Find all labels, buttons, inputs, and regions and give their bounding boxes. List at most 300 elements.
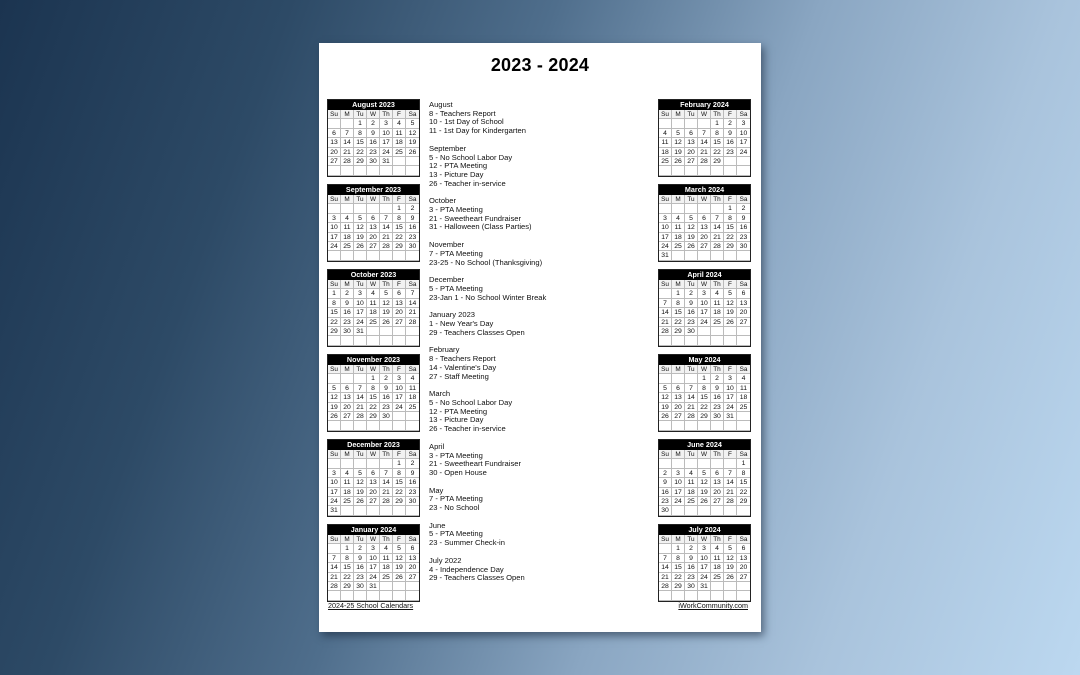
day-cell: 14 <box>659 563 672 572</box>
day-cell <box>341 119 354 128</box>
day-cell: 28 <box>328 582 341 591</box>
events-list <box>429 101 649 592</box>
event-group <box>429 101 649 136</box>
day-cell <box>698 119 711 128</box>
day-cell: 21 <box>406 308 419 317</box>
day-cell: 25 <box>341 242 354 251</box>
day-cell: 15 <box>724 223 737 232</box>
day-cell: 23 <box>380 403 393 412</box>
day-cell: 23 <box>341 318 354 327</box>
day-cell <box>737 251 750 260</box>
weekday-header: W <box>698 195 711 204</box>
weekday-header: M <box>341 195 354 204</box>
day-cell: 30 <box>367 157 380 166</box>
event-item: 5 - No School Labor Day <box>429 397 513 407</box>
weekday-header: W <box>367 110 380 119</box>
day-cell <box>659 166 672 175</box>
day-cell: 20 <box>406 563 419 572</box>
day-cell: 13 <box>737 554 750 563</box>
day-cell: 30 <box>711 412 724 421</box>
day-cell: 18 <box>393 138 406 147</box>
day-cell: 7 <box>328 554 341 563</box>
day-cell <box>406 412 419 421</box>
weekday-header: F <box>393 110 406 119</box>
day-cell: 18 <box>341 233 354 242</box>
day-cell: 13 <box>393 299 406 308</box>
day-cell <box>354 166 367 175</box>
day-cell: 27 <box>367 242 380 251</box>
weekday-header: Tu <box>354 450 367 459</box>
event-item: 5 - PTA Meeting <box>429 283 483 293</box>
day-cell: 8 <box>711 129 724 138</box>
day-cell: 15 <box>393 223 406 232</box>
weekday-header: Tu <box>685 280 698 289</box>
day-cell <box>367 251 380 260</box>
month-title: May 2024 <box>659 355 750 365</box>
event-group <box>429 443 649 478</box>
day-cell <box>380 166 393 175</box>
day-cell: 17 <box>367 563 380 572</box>
day-cell: 18 <box>341 488 354 497</box>
event-item: 11 - 1st Day for Kindergarten <box>429 126 526 136</box>
weekday-header: M <box>672 110 685 119</box>
day-cell: 26 <box>659 412 672 421</box>
day-cell <box>659 459 672 468</box>
weekday-header: Th <box>380 280 393 289</box>
day-cell <box>406 582 419 591</box>
weekday-header: M <box>672 195 685 204</box>
day-cell <box>328 119 341 128</box>
day-cell: 17 <box>737 138 750 147</box>
weekday-header: W <box>367 195 380 204</box>
day-cell: 27 <box>367 497 380 506</box>
weekday-header: Su <box>659 195 672 204</box>
day-cell <box>672 251 685 260</box>
day-cell: 20 <box>737 308 750 317</box>
day-cell: 12 <box>724 299 737 308</box>
day-cell: 19 <box>380 308 393 317</box>
day-cell: 5 <box>672 129 685 138</box>
day-cell <box>737 157 750 166</box>
event-item: 21 - Sweetheart Fundraiser <box>429 213 522 223</box>
school-calendars-link[interactable]: 2024-25 School Calendars <box>328 601 414 610</box>
day-cell <box>711 591 724 600</box>
day-cell <box>354 336 367 345</box>
weekday-header: M <box>341 450 354 459</box>
day-cell: 26 <box>698 497 711 506</box>
day-cell: 12 <box>685 223 698 232</box>
day-cell: 20 <box>328 148 341 157</box>
month-calendar <box>658 269 751 347</box>
weekday-header: M <box>672 365 685 374</box>
day-cell: 10 <box>328 478 341 487</box>
day-cell: 30 <box>406 242 419 251</box>
day-cell: 15 <box>672 563 685 572</box>
day-cell: 28 <box>380 242 393 251</box>
day-cell: 24 <box>659 242 672 251</box>
day-cell: 1 <box>711 119 724 128</box>
day-cell: 5 <box>328 384 341 393</box>
day-cell <box>367 459 380 468</box>
weekday-header: F <box>393 195 406 204</box>
day-cell: 26 <box>393 573 406 582</box>
day-cell: 29 <box>711 157 724 166</box>
day-cell: 21 <box>380 488 393 497</box>
day-cell: 10 <box>393 384 406 393</box>
weekday-header: Su <box>659 365 672 374</box>
day-cell: 26 <box>724 318 737 327</box>
day-cell: 5 <box>406 119 419 128</box>
month-calendar <box>658 99 751 177</box>
day-cell <box>737 166 750 175</box>
day-cell: 27 <box>685 157 698 166</box>
month-title: February 2024 <box>659 100 750 110</box>
day-cell: 27 <box>737 573 750 582</box>
month-title: January 2024 <box>328 525 419 535</box>
day-cell <box>380 506 393 515</box>
day-cell: 1 <box>737 459 750 468</box>
day-cell: 20 <box>672 403 685 412</box>
day-cell: 19 <box>354 233 367 242</box>
day-cell <box>724 327 737 336</box>
day-cell: 15 <box>698 393 711 402</box>
day-cell <box>380 591 393 600</box>
weekday-header: Th <box>711 450 724 459</box>
month-calendar <box>658 354 751 432</box>
day-cell: 22 <box>737 488 750 497</box>
day-cell: 2 <box>685 544 698 553</box>
month-title: December 2023 <box>328 440 419 450</box>
day-cell: 11 <box>393 129 406 138</box>
day-cell <box>672 119 685 128</box>
day-cell: 29 <box>354 157 367 166</box>
day-cell: 11 <box>711 299 724 308</box>
day-cell: 3 <box>354 289 367 298</box>
event-item: 23 - No School <box>429 503 480 513</box>
day-cell: 28 <box>724 497 737 506</box>
day-cell <box>354 421 367 430</box>
event-item: 31 - Halloween (Class Parties) <box>429 222 532 232</box>
day-cell <box>672 591 685 600</box>
weekday-header: F <box>724 365 737 374</box>
day-cell: 19 <box>724 308 737 317</box>
day-cell: 28 <box>711 242 724 251</box>
event-item: 10 - 1st Day of School <box>429 117 504 127</box>
weekday-header: Th <box>711 535 724 544</box>
day-cell: 16 <box>367 138 380 147</box>
day-cell <box>711 421 724 430</box>
day-cell: 14 <box>685 393 698 402</box>
day-cell: 20 <box>393 308 406 317</box>
day-cell: 21 <box>341 148 354 157</box>
day-cell <box>354 251 367 260</box>
day-cell <box>685 119 698 128</box>
day-cell: 30 <box>685 327 698 336</box>
day-cell: 14 <box>698 138 711 147</box>
day-cell: 8 <box>341 554 354 563</box>
day-cell <box>406 166 419 175</box>
event-item: 1 - New Year's Day <box>429 319 494 329</box>
day-cell <box>737 412 750 421</box>
day-cell: 21 <box>328 573 341 582</box>
day-cell: 2 <box>354 544 367 553</box>
day-cell: 21 <box>711 233 724 242</box>
day-cell: 18 <box>672 233 685 242</box>
day-cell: 11 <box>367 299 380 308</box>
month-grid <box>659 110 750 176</box>
day-cell: 14 <box>354 393 367 402</box>
day-cell: 4 <box>406 374 419 383</box>
month-grid <box>659 280 750 346</box>
day-cell: 31 <box>659 251 672 260</box>
day-cell: 20 <box>737 563 750 572</box>
day-cell: 18 <box>685 488 698 497</box>
day-cell <box>698 204 711 213</box>
day-cell: 28 <box>698 157 711 166</box>
weekday-header: Sa <box>737 450 750 459</box>
day-cell: 31 <box>328 506 341 515</box>
day-cell: 4 <box>685 469 698 478</box>
day-cell: 3 <box>672 469 685 478</box>
month-calendar <box>658 439 751 517</box>
day-cell: 20 <box>367 488 380 497</box>
day-cell <box>328 374 341 383</box>
day-cell <box>393 421 406 430</box>
day-cell: 28 <box>406 318 419 327</box>
event-item: 13 - Picture Day <box>429 169 484 179</box>
weekday-header: W <box>367 450 380 459</box>
weekday-header: M <box>672 450 685 459</box>
day-cell: 10 <box>380 129 393 138</box>
day-cell: 10 <box>698 554 711 563</box>
day-cell: 2 <box>341 289 354 298</box>
day-cell: 11 <box>737 384 750 393</box>
day-cell: 18 <box>367 308 380 317</box>
weekday-header: F <box>393 450 406 459</box>
day-cell: 23 <box>711 403 724 412</box>
event-item: 4 - Independence Day <box>429 564 504 574</box>
day-cell <box>698 327 711 336</box>
month-grid <box>659 535 750 601</box>
day-cell: 6 <box>367 214 380 223</box>
day-cell: 2 <box>367 119 380 128</box>
day-cell <box>672 506 685 515</box>
day-cell: 8 <box>672 554 685 563</box>
day-cell: 27 <box>672 412 685 421</box>
day-cell: 2 <box>685 289 698 298</box>
day-cell: 12 <box>354 478 367 487</box>
day-cell: 7 <box>685 384 698 393</box>
weekday-header: Su <box>328 450 341 459</box>
month-grid <box>328 450 419 516</box>
day-cell: 23 <box>354 573 367 582</box>
day-cell: 10 <box>672 478 685 487</box>
day-cell: 30 <box>354 582 367 591</box>
month-calendar <box>327 439 420 517</box>
weekday-header: Su <box>659 535 672 544</box>
iworkcommunity-link[interactable]: iWorkCommunity.com <box>678 601 748 610</box>
day-cell: 6 <box>672 384 685 393</box>
day-cell: 26 <box>685 242 698 251</box>
day-cell <box>711 204 724 213</box>
day-cell: 24 <box>724 403 737 412</box>
day-cell: 5 <box>724 544 737 553</box>
event-item: 3 - PTA Meeting <box>429 205 483 215</box>
day-cell <box>406 506 419 515</box>
day-cell: 23 <box>367 148 380 157</box>
day-cell: 10 <box>354 299 367 308</box>
day-cell: 3 <box>380 119 393 128</box>
day-cell: 5 <box>698 469 711 478</box>
day-cell: 9 <box>341 299 354 308</box>
day-cell: 3 <box>659 214 672 223</box>
day-cell: 11 <box>672 223 685 232</box>
day-cell: 7 <box>659 554 672 563</box>
event-item: 8 - Teachers Report <box>429 108 496 118</box>
weekday-header: Tu <box>354 110 367 119</box>
month-calendar <box>658 184 751 262</box>
day-cell: 15 <box>711 138 724 147</box>
day-cell: 29 <box>393 497 406 506</box>
event-item: 5 - No School Labor Day <box>429 152 513 162</box>
weekday-header: Su <box>328 280 341 289</box>
day-cell: 14 <box>380 223 393 232</box>
event-item: 7 - PTA Meeting <box>429 248 483 258</box>
day-cell: 17 <box>393 393 406 402</box>
weekday-header: W <box>698 110 711 119</box>
day-cell: 19 <box>354 488 367 497</box>
day-cell: 11 <box>711 554 724 563</box>
day-cell <box>328 251 341 260</box>
day-cell <box>724 336 737 345</box>
day-cell: 25 <box>367 318 380 327</box>
day-cell: 8 <box>672 299 685 308</box>
event-month-heading: October <box>429 196 457 206</box>
day-cell: 30 <box>380 412 393 421</box>
day-cell: 25 <box>711 318 724 327</box>
weekday-header: M <box>672 535 685 544</box>
day-cell: 23 <box>406 488 419 497</box>
weekday-header: Tu <box>354 195 367 204</box>
day-cell: 20 <box>367 233 380 242</box>
event-month-heading: June <box>429 520 446 530</box>
day-cell: 13 <box>685 138 698 147</box>
day-cell: 25 <box>406 403 419 412</box>
event-item: 29 - Teachers Classes Open <box>429 327 525 337</box>
day-cell: 1 <box>672 544 685 553</box>
event-item: 29 - Teachers Classes Open <box>429 573 525 583</box>
day-cell <box>711 166 724 175</box>
day-cell <box>406 327 419 336</box>
day-cell <box>367 336 380 345</box>
day-cell: 8 <box>354 129 367 138</box>
day-cell: 7 <box>354 384 367 393</box>
event-group <box>429 557 649 583</box>
day-cell <box>737 591 750 600</box>
day-cell: 13 <box>737 299 750 308</box>
day-cell <box>328 166 341 175</box>
day-cell <box>724 506 737 515</box>
day-cell: 11 <box>685 478 698 487</box>
day-cell <box>341 459 354 468</box>
weekday-header: Sa <box>737 365 750 374</box>
day-cell <box>367 591 380 600</box>
day-cell: 16 <box>354 563 367 572</box>
event-item: 23 - Summer Check-in <box>429 538 505 548</box>
day-cell: 7 <box>659 299 672 308</box>
day-cell <box>354 374 367 383</box>
weekday-header: W <box>698 280 711 289</box>
day-cell: 10 <box>367 554 380 563</box>
weekday-header: Sa <box>406 365 419 374</box>
day-cell <box>406 251 419 260</box>
day-cell: 6 <box>685 129 698 138</box>
day-cell: 24 <box>328 497 341 506</box>
event-item: 26 - Teacher in-service <box>429 424 506 434</box>
month-grid <box>659 195 750 261</box>
day-cell: 15 <box>672 308 685 317</box>
day-cell <box>328 336 341 345</box>
day-cell: 1 <box>341 544 354 553</box>
day-cell <box>354 459 367 468</box>
day-cell: 1 <box>328 289 341 298</box>
day-cell <box>685 374 698 383</box>
day-cell: 9 <box>711 384 724 393</box>
day-cell: 25 <box>393 148 406 157</box>
event-group <box>429 346 649 381</box>
weekday-header: Th <box>380 110 393 119</box>
month-title: September 2023 <box>328 185 419 195</box>
weekday-header: Th <box>380 195 393 204</box>
day-cell <box>380 251 393 260</box>
event-month-heading: July 2022 <box>429 555 462 565</box>
day-cell: 26 <box>380 318 393 327</box>
day-cell: 14 <box>724 478 737 487</box>
day-cell: 7 <box>724 469 737 478</box>
month-grid <box>659 365 750 431</box>
day-cell: 24 <box>367 573 380 582</box>
day-cell: 19 <box>698 488 711 497</box>
day-cell: 8 <box>367 384 380 393</box>
day-cell: 8 <box>698 384 711 393</box>
event-group <box>429 487 649 513</box>
day-cell: 22 <box>672 573 685 582</box>
day-cell: 28 <box>341 157 354 166</box>
day-cell: 2 <box>406 459 419 468</box>
weekday-header: W <box>698 450 711 459</box>
weekday-header: Sa <box>406 535 419 544</box>
day-cell <box>711 327 724 336</box>
weekday-header: Sa <box>406 450 419 459</box>
day-cell <box>724 421 737 430</box>
event-item: 26 - Teacher in-service <box>429 178 506 188</box>
day-cell <box>380 421 393 430</box>
month-grid <box>328 195 419 261</box>
day-cell <box>406 157 419 166</box>
day-cell: 31 <box>724 412 737 421</box>
day-cell: 2 <box>724 119 737 128</box>
month-title: October 2023 <box>328 270 419 280</box>
day-cell: 27 <box>328 157 341 166</box>
day-cell <box>711 459 724 468</box>
day-cell: 3 <box>698 289 711 298</box>
day-cell <box>380 582 393 591</box>
day-cell <box>393 336 406 345</box>
weekday-header: Tu <box>354 280 367 289</box>
day-cell <box>328 591 341 600</box>
day-cell: 21 <box>685 403 698 412</box>
day-cell: 11 <box>341 223 354 232</box>
